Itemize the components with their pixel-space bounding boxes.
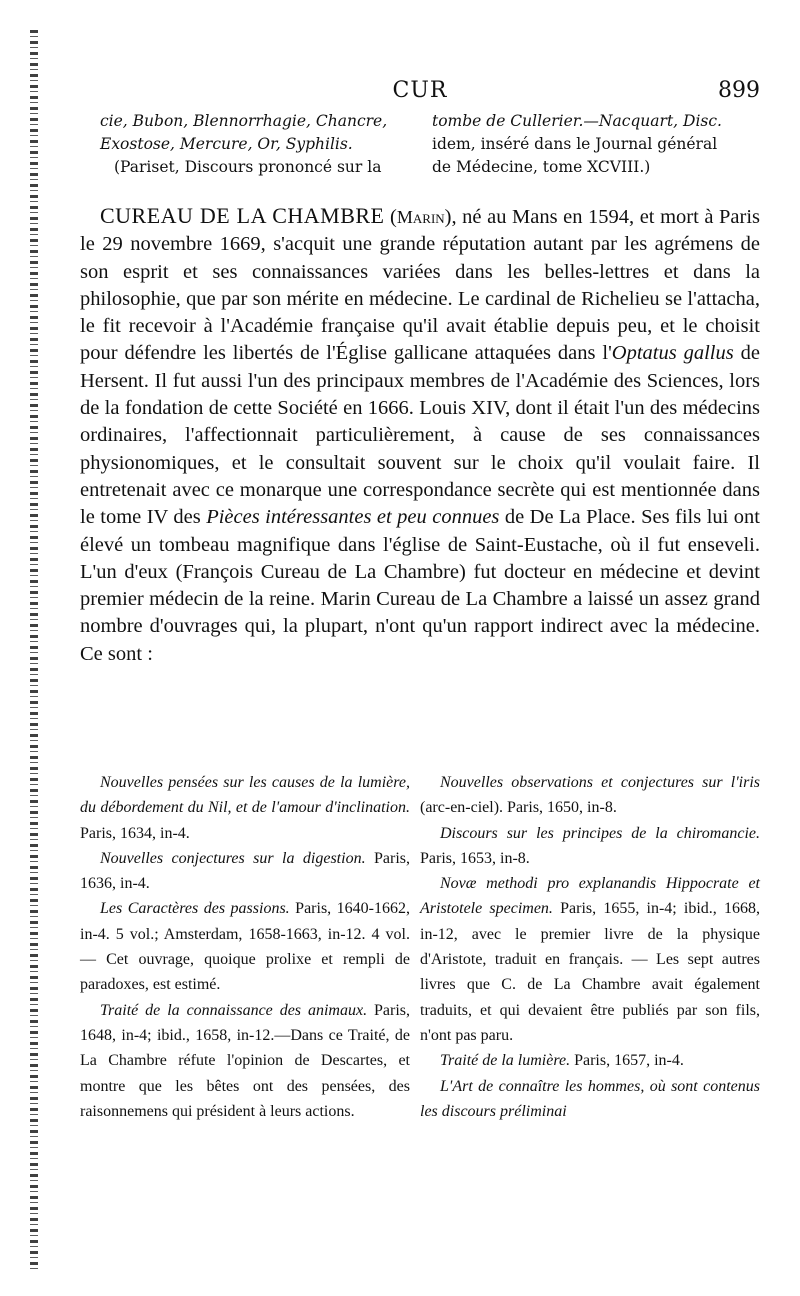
work-title: Traité de la lumière. <box>440 1052 571 1070</box>
entry-name: CUREAU DE LA CHAMBRE <box>100 203 385 228</box>
work-item <box>80 896 410 997</box>
previous-entry-right <box>432 110 762 179</box>
entry-body-end: de De La Place. Ses fils lui ont élevé un tombeau magnifique dans l'église de Saint-Eustache, où il fut enseveli. L'un d'eux (François Cureau de La Chambre) fut docteur en médecine et devint premier médecin de la reine. Marin Cureau de La Chambre a laissé un assez grand nombre d'ouvrages qui, la plupart, n'ont qu'un rapport indirect avec la médecine. Ce sont : <box>80 506 760 665</box>
work-title: Discours sur les principes de la chiromancie. <box>440 824 760 842</box>
work-item <box>420 770 760 821</box>
previous-entry-left <box>100 110 420 179</box>
prev-left-line-1: cie, Bubon, Blennorrhagie, Chancre, <box>100 112 388 130</box>
works-list-right <box>420 770 760 1124</box>
work-title: L'Art de connaître les hommes, où sont contenus les discours préliminai <box>420 1077 760 1120</box>
work-title: Nouvelles observations et conjectures sur l'iris <box>440 774 760 791</box>
work-title: Nouvelles pensées sur les causes de la lumière, du débordement du Nil, et de l'amour d'inclination. <box>80 774 410 817</box>
entry-body-start: ), né au Mans en 1594, et mort à Paris le 29 novembre 1669, s'acquit une grande réputation autant par les agrémens de son esprit et ses connaissances variées dans les belles-lettres et dans la philosophie, que par son mérite en médecine. Le cardinal de Richelieu se l'attacha, le fit recevoir à l'Académie française qu'il avait établie depuis peu, et le choisit pour défendre les libertés de l'Église gallicane attaquées dans l' <box>80 206 761 365</box>
work-item <box>80 770 410 846</box>
prev-right-line-3: de Médecine, tome XCVIII.) <box>432 158 651 176</box>
work-details: Paris, 1657, in-4. <box>570 1052 684 1070</box>
page-header <box>80 78 760 104</box>
article-entry <box>80 202 760 668</box>
work-details: Paris, 1634, in-4. <box>80 824 190 842</box>
work-item <box>80 998 410 1124</box>
work-details: Paris, 1655, in-4; ibid., 1668, in-12, avec le premier livre de la physique d'Aristote, traduit en français. — Les sept autres livres que C. de La Chambre avait également traduits, et qui devaient être publiés par son fils, n'ont pas paru. <box>420 900 760 1044</box>
running-head: CUR <box>392 78 448 103</box>
work-details: Paris, 1653, in-8. <box>420 849 530 867</box>
entry-pieces: Pièces intéressantes et peu connues <box>206 506 500 529</box>
prev-left-line-2: Exostose, Mercure, Or, Syphilis. <box>100 135 353 153</box>
work-item <box>420 821 760 872</box>
work-title: Novæ methodi pro explanandis Hippocrate et Aristotele specimen. <box>420 875 760 918</box>
work-details: Paris, 1636, in-4. <box>80 849 410 893</box>
prev-right-line-1: tombe de Cullerier.—Nacquart, Disc. <box>432 112 722 130</box>
entry-optatus: Optatus gallus <box>611 342 734 365</box>
work-item <box>420 871 760 1048</box>
work-title: Traité de la connaissance des animaux. <box>100 1001 368 1019</box>
work-item <box>80 846 410 897</box>
prev-left-line-3: (Pariset, Discours prononcé sur la <box>114 158 382 176</box>
page-number: 899 <box>718 78 760 103</box>
binding-gutter <box>30 30 38 1270</box>
entry-body-mid: de Hersent. Il fut aussi l'un des principaux membres de l'Académie des Sciences, lors de la fondation de cette Société en 1666. Louis XIV, dont il était l'un des médecins ordinaires, l'affectionnait particulièrement, à cause de ses connaissances physionomiques, et le consultait souvent sur le choix qu'il voulait faire. Il entretenait avec ce monarque une correspondance secrète qui est mentionnée dans le tome IV des <box>80 342 760 529</box>
entry-first-name: Marin <box>396 207 445 227</box>
works-list-left <box>80 770 410 1124</box>
work-details: Paris, 1648, in-4; ibid., 1658, in-12.—Dans ce Traité, de La Chambre réfute l'opinion de Descartes, et montre que les bêtes ont des pensées, des raisonnemens qui président à leurs actions. <box>80 1001 410 1120</box>
work-item <box>420 1048 760 1073</box>
work-details: (arc-en-ciel). Paris, 1650, in-8. <box>420 799 617 817</box>
work-item <box>420 1074 760 1125</box>
work-details: Paris, 1640-1662, in-4. 5 vol.; Amsterdam, 1658-1663, in-12. 4 vol. — Cet ouvrage, quoique prolixe et rempli de paradoxes, est estimé. <box>80 900 411 994</box>
entry-paragraph: CUREAU DE LA CHAMBRE (Marin), né au Mans en 1594, et mort à Paris le 29 novembre 1669, s'acquit une grande réputation autant par les agrémens de son esprit et ses connaissances variées dans les belles-lettres et dans la philosophie, que par son mérite en médecine. Le cardinal de Richelieu se l'attacha, le fit recevoir à l'Académie française qu'il avait établie depuis peu, et le choisit pour défendre les libertés de l'Église gallicane attaquées dans l'Optatus gallus de Hersent. Il fut aussi l'un des principaux membres de l'Académie des Sciences, lors de la fondation de cette Société en 1666. Louis XIV, dont il était l'un des médecins ordinaires, l'affectionnait particulièrement, à cause de ses connaissances physionomiques, et le consultait souvent sur le choix qu'il voulait faire. Il entretenait avec ce monarque une correspondance secrète qui est mentionnée dans le tome IV des Pièces intéressantes et peu connues de De La Place. Ses fils lui ont élevé un tombeau magnifique dans l'église de Saint-Eustache, où il fut enseveli. L'un d'eux (François Cureau de La Chambre) fut docteur en médecine et devint premier médecin de la reine. Marin Cureau de La Chambre a laissé un assez grand nombre d'ouvrages qui, la plupart, n'ont qu'un rapport indirect avec la médecine. Ce sont : <box>80 203 761 665</box>
prev-right-line-2: idem, inséré dans le Journal général <box>432 135 718 153</box>
work-title: Les Caractères des passions. <box>100 900 290 918</box>
work-title: Nouvelles conjectures sur la digestion. <box>100 849 366 867</box>
